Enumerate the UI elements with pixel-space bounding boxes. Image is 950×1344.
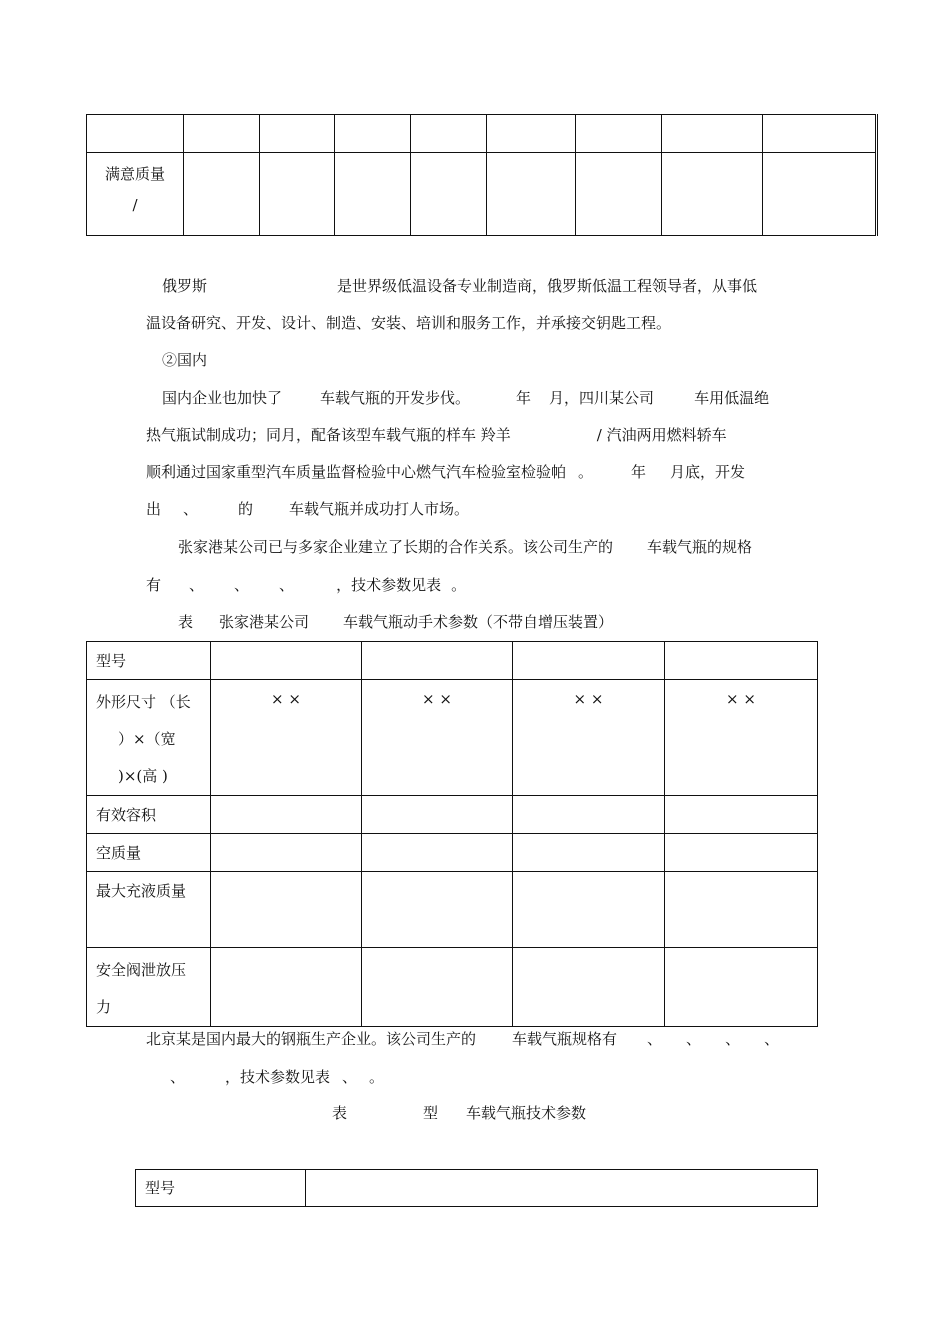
para2-line1 <box>162 388 769 408</box>
label-line: / <box>132 196 138 214</box>
text: ，技术参数见表 <box>225 1068 331 1086</box>
para2-line3 <box>146 462 745 482</box>
table-row-effective-volume <box>87 796 818 834</box>
text: 、 <box>234 576 250 594</box>
cell <box>362 872 513 948</box>
cell <box>661 153 762 236</box>
row-label-satisfied-mass <box>87 153 184 236</box>
cell <box>362 834 513 872</box>
label-line: 安全阀泄放压 <box>96 961 187 979</box>
text: 年 <box>516 389 532 407</box>
text: 、 <box>183 500 199 518</box>
text: 车载气瓶技术参数 <box>466 1104 587 1122</box>
dim-value: × × <box>362 680 513 796</box>
label-line: ）×（宽 <box>118 730 176 748</box>
para1-line1 <box>162 276 757 296</box>
text: 热气瓶试制成功；同月，配备该型车载气瓶的样车 羚羊 <box>146 426 511 444</box>
table-row-model <box>87 642 818 680</box>
text: 、 <box>279 576 295 594</box>
cell <box>762 153 876 236</box>
text: 。 <box>369 1068 385 1086</box>
para4-line2 <box>170 1067 384 1087</box>
top-table-row-1 <box>87 115 877 153</box>
dim-value: × × <box>513 680 665 796</box>
cell <box>575 115 661 153</box>
text: 车载气瓶的规格 <box>647 538 753 556</box>
label-line: 满意质量 <box>105 165 166 183</box>
text: 俄罗斯 <box>162 277 208 295</box>
text: 车载气瓶的开发步伐。 <box>320 389 471 407</box>
text: 表 <box>178 613 194 631</box>
text: 。 <box>451 576 467 594</box>
cell <box>513 872 665 948</box>
cell <box>411 153 487 236</box>
cell <box>362 642 513 680</box>
table-row-max-fill-mass <box>87 872 818 948</box>
cell <box>87 115 184 153</box>
cell <box>665 796 818 834</box>
text: 车载气瓶规格有 <box>512 1030 618 1048</box>
dim-value: × × <box>211 680 362 796</box>
cell <box>335 115 411 153</box>
text: 张家港某公司 <box>219 613 310 631</box>
text: 、 <box>686 1030 702 1048</box>
section-heading-domestic: ②国内 <box>162 351 208 369</box>
text: ，技术参数见表 <box>336 576 442 594</box>
table3-parameters <box>135 1169 818 1207</box>
cell <box>211 872 362 948</box>
text: / 汽油两用燃料轿车 <box>596 426 727 444</box>
row-label <box>87 948 211 1027</box>
top-table <box>86 114 878 236</box>
text: 、 <box>725 1030 741 1048</box>
cell <box>575 153 661 236</box>
table-row-safety-valve-pressure <box>87 948 818 1027</box>
label-line: 力 <box>96 998 112 1016</box>
text: 、 <box>647 1030 663 1048</box>
row-label <box>87 680 211 796</box>
row-label: 型号 <box>87 642 211 680</box>
cell <box>362 796 513 834</box>
text: 。 <box>578 463 594 481</box>
cell <box>661 115 762 153</box>
text: 是世界级低温设备专业制造商，俄罗斯低温工程领导者，从事低 <box>337 277 758 295</box>
cell <box>211 948 362 1027</box>
cell <box>184 153 260 236</box>
cell <box>665 948 818 1027</box>
text: 车用低温绝 <box>694 389 770 407</box>
cell <box>260 153 335 236</box>
cell <box>513 796 665 834</box>
cell <box>665 834 818 872</box>
text: 型 <box>423 1104 439 1122</box>
text: 出 <box>146 500 162 518</box>
para3-line2 <box>146 575 466 595</box>
text: 的 <box>238 500 254 518</box>
cell <box>513 948 665 1027</box>
row-label: 空质量 <box>87 834 211 872</box>
label-line: )×(高 ) <box>118 767 168 785</box>
text: 年 <box>631 463 647 481</box>
cell <box>306 1170 818 1207</box>
cell <box>362 948 513 1027</box>
top-table-row-2 <box>87 153 877 236</box>
cell <box>762 115 876 153</box>
text: 表 <box>332 1104 348 1122</box>
row-label: 型号 <box>136 1170 306 1207</box>
dim-value: × × <box>665 680 818 796</box>
table3-caption <box>332 1103 586 1123</box>
text: 、 <box>764 1030 780 1048</box>
text: 顺利通过国家重型汽车质量监督检验中心燃气汽车检验室检验帕 <box>146 463 567 481</box>
cell <box>665 872 818 948</box>
row-label: 最大充液质量 <box>87 872 211 948</box>
cell <box>513 834 665 872</box>
para2-line4 <box>146 499 469 519</box>
cell <box>211 796 362 834</box>
table-row-dimensions <box>87 680 818 796</box>
table-row-empty-mass <box>87 834 818 872</box>
text: 车载气瓶并成功打人市场。 <box>289 500 470 518</box>
cell <box>487 153 575 236</box>
para4-line1 <box>146 1029 779 1049</box>
text: 月底，开发 <box>670 463 746 481</box>
para3-line1 <box>178 537 752 557</box>
text: 、 <box>342 1068 358 1086</box>
table2-caption <box>178 612 613 632</box>
cell <box>211 642 362 680</box>
text: 北京某是国内最大的钢瓶生产企业。该公司生产的 <box>146 1030 477 1048</box>
text: 车载气瓶动手术参数（不带自增压装置） <box>343 613 614 631</box>
cell <box>260 115 335 153</box>
cell <box>665 642 818 680</box>
para1-line2: 温设备研究、开发、设计、制造、安装、培训和服务工作，并承接交钥匙工程。 <box>146 314 672 332</box>
cell <box>513 642 665 680</box>
para2-line2 <box>146 425 727 445</box>
row-label: 有效容积 <box>87 796 211 834</box>
text: 、 <box>189 576 205 594</box>
cell <box>211 834 362 872</box>
text: 、 <box>170 1068 186 1086</box>
text: 有 <box>146 576 162 594</box>
text: 国内企业也加快了 <box>162 389 283 407</box>
cell <box>411 115 487 153</box>
cell <box>335 153 411 236</box>
cell <box>184 115 260 153</box>
text: 月，四川某公司 <box>549 389 655 407</box>
table-row-model <box>136 1170 818 1207</box>
table2-parameters <box>86 641 818 1027</box>
text: 张家港某公司已与多家企业建立了长期的合作关系。该公司生产的 <box>178 538 614 556</box>
label-line: 外形尺寸 （长 <box>96 693 191 711</box>
cell <box>487 115 575 153</box>
